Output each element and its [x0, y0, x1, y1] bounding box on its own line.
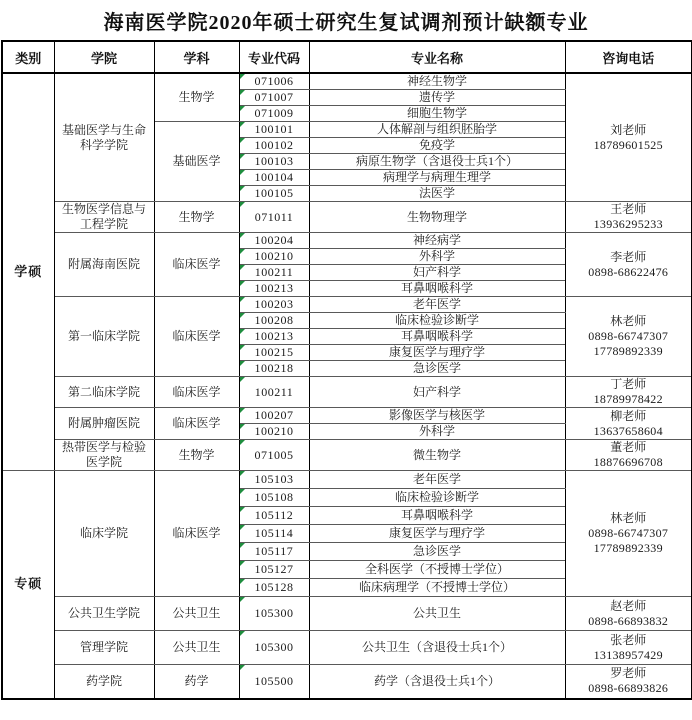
discipline-cell: 公共卫生: [154, 631, 239, 665]
vacancy-table: [1, 40, 692, 700]
major-code-cell: 071009: [239, 106, 309, 122]
cell-corner-marker-icon: [240, 297, 245, 302]
column-header-4: 专业名称: [309, 41, 565, 73]
category-cell: 专硕: [2, 471, 54, 699]
discipline-cell: 生物学: [154, 202, 239, 233]
discipline-cell: 临床医学: [154, 233, 239, 297]
major-code-cell: 105500: [239, 665, 309, 699]
major-code-cell: 105112: [239, 507, 309, 525]
contact-teacher-name: 王老师: [610, 202, 647, 216]
major-code-cell: 100213: [239, 329, 309, 345]
cell-corner-marker-icon: [240, 665, 245, 670]
major-name-cell: 外科学: [309, 249, 565, 265]
contact-phone-number: 17789892339: [593, 344, 663, 358]
major-name-cell: 外科学: [309, 424, 565, 440]
contact-phone-number: 17789892339: [593, 541, 663, 555]
cell-corner-marker-icon: [240, 138, 245, 143]
cell-corner-marker-icon: [240, 233, 245, 238]
major-code-cell: 100213: [239, 281, 309, 297]
major-code-cell: 100218: [239, 361, 309, 377]
major-code-cell: 071006: [239, 73, 309, 90]
major-name-cell: 神经病学: [309, 233, 565, 249]
cell-corner-marker-icon: [240, 597, 245, 602]
major-code-cell: 100101: [239, 122, 309, 138]
contact-phone-number: 0898-66747307: [588, 329, 669, 343]
cell-corner-marker-icon: [240, 281, 245, 286]
contact-phone-number: 0898-66747307: [588, 526, 669, 540]
major-code-cell: 071005: [239, 440, 309, 471]
major-name-cell: 妇产科学: [309, 377, 565, 408]
major-name-cell: 临床检验诊断学: [309, 313, 565, 329]
major-name-cell: 法医学: [309, 186, 565, 202]
discipline-cell: 药学: [154, 665, 239, 699]
major-name-cell: 耳鼻咽喉科学: [309, 281, 565, 297]
table-row: [2, 377, 692, 408]
major-code-cell: 100211: [239, 377, 309, 408]
contact-cell: [565, 631, 692, 665]
major-name-cell: 康复医学与理疗学: [309, 525, 565, 543]
major-name-cell: 免疫学: [309, 138, 565, 154]
college-cell: 第二临床学院: [54, 377, 154, 408]
cell-corner-marker-icon: [240, 186, 245, 191]
cell-corner-marker-icon: [240, 631, 245, 636]
major-name-cell: 微生物学: [309, 440, 565, 471]
major-code-cell: 100211: [239, 265, 309, 281]
table-row: [2, 471, 692, 489]
college-cell: 药学院: [54, 665, 154, 699]
cell-corner-marker-icon: [240, 74, 245, 79]
cell-corner-marker-icon: [240, 507, 245, 512]
college-cell: 生物医学信息与工程学院: [54, 202, 154, 233]
contact-teacher-name: 丁老师: [610, 377, 647, 391]
major-name-cell: 全科医学（不授博士学位）: [309, 561, 565, 579]
college-cell: 附属肿瘤医院: [54, 408, 154, 440]
cell-corner-marker-icon: [240, 90, 245, 95]
discipline-cell: 临床医学: [154, 471, 239, 597]
major-name-cell: 公共卫生（含退役士兵1个）: [309, 631, 565, 665]
contact-phone-number: 18789978422: [593, 392, 663, 406]
major-code-cell: 105108: [239, 489, 309, 507]
column-header-0: 类别: [2, 41, 54, 73]
cell-corner-marker-icon: [240, 424, 245, 429]
major-name-cell: 妇产科学: [309, 265, 565, 281]
discipline-cell: 基础医学: [154, 122, 239, 202]
cell-corner-marker-icon: [240, 313, 245, 318]
college-cell: 基础医学与生命科学学院: [54, 73, 154, 202]
contact-cell: [565, 202, 692, 233]
cell-corner-marker-icon: [240, 154, 245, 159]
contact-teacher-name: 董老师: [610, 440, 647, 454]
cell-corner-marker-icon: [240, 202, 245, 207]
major-name-cell: 老年医学: [309, 297, 565, 313]
major-name-cell: 遗传学: [309, 90, 565, 106]
table-row: [2, 665, 692, 699]
major-code-cell: 100105: [239, 186, 309, 202]
college-cell: 第一临床学院: [54, 297, 154, 377]
major-code-cell: 105300: [239, 597, 309, 631]
major-name-cell: 病理学与病理生理学: [309, 170, 565, 186]
major-code-cell: 105117: [239, 543, 309, 561]
cell-corner-marker-icon: [240, 579, 245, 584]
cell-corner-marker-icon: [240, 561, 245, 566]
major-code-cell: 100102: [239, 138, 309, 154]
cell-corner-marker-icon: [240, 265, 245, 270]
page-title: 海南医学院2020年硕士研究生复试调剂预计缺额专业: [103, 11, 589, 34]
discipline-cell: 临床医学: [154, 408, 239, 440]
contact-cell: [565, 233, 692, 297]
major-code-cell: 105103: [239, 471, 309, 489]
table-row: [2, 297, 692, 313]
column-header-5: 咨询电话: [565, 41, 692, 73]
major-name-cell: 老年医学: [309, 471, 565, 489]
major-code-cell: 105300: [239, 631, 309, 665]
major-name-cell: 急诊医学: [309, 361, 565, 377]
cell-corner-marker-icon: [240, 377, 245, 382]
table-row: [2, 408, 692, 424]
major-name-cell: 临床病理学（不授博士学位）: [309, 579, 565, 597]
contact-cell: [565, 597, 692, 631]
major-name-cell: 急诊医学: [309, 543, 565, 561]
cell-corner-marker-icon: [240, 170, 245, 175]
major-name-cell: 耳鼻咽喉科学: [309, 507, 565, 525]
contact-teacher-name: 赵老师: [610, 598, 647, 613]
discipline-cell: 生物学: [154, 440, 239, 471]
contact-teacher-name: 罗老师: [610, 666, 647, 681]
contact-phone-number: 13138957429: [593, 647, 663, 662]
major-name-cell: 人体解剖与组织胚胎学: [309, 122, 565, 138]
contact-teacher-name: 林老师: [610, 511, 647, 525]
major-name-cell: 药学（含退役士兵1个）: [309, 665, 565, 699]
cell-corner-marker-icon: [240, 361, 245, 366]
major-code-cell: 100215: [239, 345, 309, 361]
contact-teacher-name: 刘老师: [610, 122, 647, 137]
major-code-cell: 100208: [239, 313, 309, 329]
contact-cell: [565, 440, 692, 471]
cell-corner-marker-icon: [240, 489, 245, 494]
contact-cell: [565, 377, 692, 408]
college-cell: 管理学院: [54, 631, 154, 665]
cell-corner-marker-icon: [240, 345, 245, 350]
discipline-cell: 公共卫生: [154, 597, 239, 631]
contact-teacher-name: 张老师: [610, 632, 647, 647]
major-name-cell: 影像医学与核医学: [309, 408, 565, 424]
discipline-cell: 临床医学: [154, 297, 239, 377]
column-header-1: 学院: [54, 41, 154, 73]
major-name-cell: 耳鼻咽喉科学: [309, 329, 565, 345]
column-header-2: 学科: [154, 41, 239, 73]
table-row: [2, 233, 692, 249]
major-name-cell: 生物物理学: [309, 202, 565, 233]
major-name-cell: 细胞生物学: [309, 106, 565, 122]
major-code-cell: 105127: [239, 561, 309, 579]
contact-cell: [565, 471, 692, 597]
contact-teacher-name: 林老师: [610, 314, 647, 328]
contact-teacher-name: 柳老师: [610, 408, 647, 423]
contact-cell: [565, 665, 692, 699]
major-code-cell: 100104: [239, 170, 309, 186]
major-code-cell: 105114: [239, 525, 309, 543]
cell-corner-marker-icon: [240, 471, 245, 476]
contact-phone-number: 18876696708: [593, 455, 663, 469]
table-row: [2, 202, 692, 233]
major-code-cell: 071007: [239, 90, 309, 106]
table-row: [2, 631, 692, 665]
cell-corner-marker-icon: [240, 106, 245, 111]
cell-corner-marker-icon: [240, 122, 245, 127]
discipline-cell: 生物学: [154, 73, 239, 122]
major-code-cell: 100210: [239, 424, 309, 440]
cell-corner-marker-icon: [240, 408, 245, 413]
major-code-cell: 071011: [239, 202, 309, 233]
table-row: [2, 440, 692, 471]
contact-phone-number: 0898-68622476: [588, 264, 669, 279]
major-code-cell: 100210: [239, 249, 309, 265]
major-name-cell: 临床检验诊断学: [309, 489, 565, 507]
contact-phone-number: 0898-66893832: [588, 613, 669, 628]
contact-teacher-name: 李老师: [610, 249, 647, 264]
contact-cell: [565, 297, 692, 377]
major-code-cell: 100207: [239, 408, 309, 424]
cell-corner-marker-icon: [240, 329, 245, 334]
contact-phone-number: 0898-66893826: [588, 681, 669, 696]
college-cell: 公共卫生学院: [54, 597, 154, 631]
table-row: [2, 597, 692, 631]
college-cell: 附属海南医院: [54, 233, 154, 297]
major-code-cell: 100103: [239, 154, 309, 170]
cell-corner-marker-icon: [240, 525, 245, 530]
contact-phone-number: 13936295233: [593, 217, 663, 231]
column-header-3: 专业代码: [239, 41, 309, 73]
contact-cell: [565, 73, 692, 202]
category-cell: 学硕: [2, 73, 54, 471]
college-cell: 临床学院: [54, 471, 154, 597]
college-cell: 热带医学与检验医学院: [54, 440, 154, 471]
table-header-row: [2, 41, 692, 73]
contact-cell: [565, 408, 692, 440]
major-code-cell: 100204: [239, 233, 309, 249]
contact-phone-number: 18789601525: [593, 137, 663, 152]
major-name-cell: 公共卫生: [309, 597, 565, 631]
cell-corner-marker-icon: [240, 543, 245, 548]
major-name-cell: 神经生物学: [309, 73, 565, 90]
table-row: [2, 73, 692, 90]
major-name-cell: 康复医学与理疗学: [309, 345, 565, 361]
major-code-cell: 100203: [239, 297, 309, 313]
contact-phone-number: 13637658604: [593, 423, 663, 438]
major-code-cell: 105128: [239, 579, 309, 597]
cell-corner-marker-icon: [240, 249, 245, 254]
discipline-cell: 临床医学: [154, 377, 239, 408]
major-name-cell: 病原生物学（含退役士兵1个）: [309, 154, 565, 170]
cell-corner-marker-icon: [240, 440, 245, 445]
